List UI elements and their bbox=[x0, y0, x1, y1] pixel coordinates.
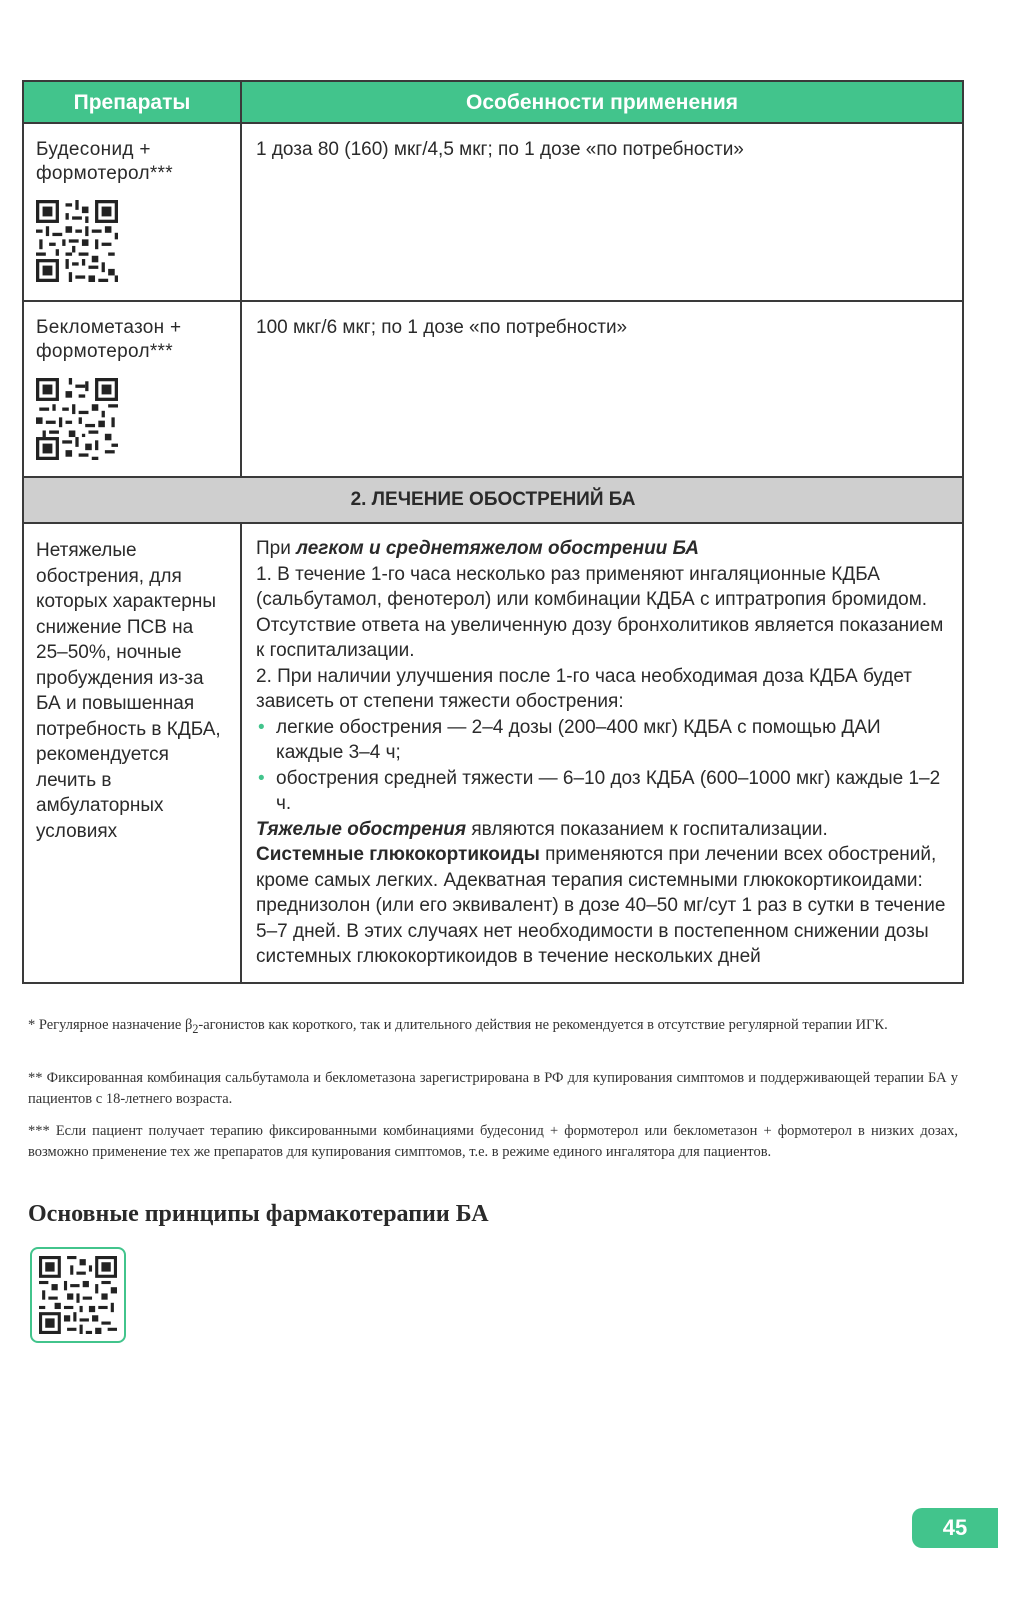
qr-code-frame[interactable] bbox=[30, 1247, 126, 1343]
qr-code-icon[interactable] bbox=[36, 378, 118, 460]
paragraph-1: 1. В течение 1-го часа несколько раз применяют ингаляционные КДБА (сальбутамол, фенотерол) или комбинации КДБА с иптратропия бромидом. Отсутствие ответа на увеличенную дозу бронхолитиков является показанием к госпитализации. bbox=[256, 563, 944, 661]
drug-name: Беклометазон + формотерол*** bbox=[36, 317, 182, 362]
list-item: • легкие обострения — 2–4 дозы (200–400 мкг) КДБА с помощью ДАИ каждые 3–4 ч; bbox=[256, 715, 948, 766]
table-row bbox=[24, 524, 962, 982]
gcs-emphasis: Системные глюкокортикоиды bbox=[256, 844, 540, 865]
drug-table bbox=[22, 80, 964, 984]
severe-emphasis: Тяжелые обострения bbox=[256, 818, 467, 840]
section-heading: Основные принципы фармакотерапии БА bbox=[28, 1201, 489, 1227]
usage-text: 1 доза 80 (160) мкг/4,5 мкг; по 1 дозе «по потребности» bbox=[256, 139, 744, 160]
usage-text: 100 мкг/6 мкг; по 1 дозе «по потребности» bbox=[256, 317, 628, 338]
mild-moderate-emphasis: легком и среднетяжелом обострении БА bbox=[296, 538, 700, 559]
footnote-3: *** Если пациент получает терапию фиксированными комбинациями будесонид + формотерол или беклометазон + формотерол в низких дозах, возможно применение тех же препаратов для купирования симптомов, т.е. в режиме единого ингалятора для пациентов. bbox=[28, 1123, 958, 1160]
qr-code-icon[interactable] bbox=[36, 200, 118, 282]
header-usage: Особенности применения bbox=[466, 91, 738, 114]
table-row bbox=[24, 124, 962, 302]
exacerbation-treatment: При легком и среднетяжелом обострении БА 1. В течение 1-го часа несколько раз применяют ингаляционные КДБА (сальбутамол, фенотерол) или комбинации КДБА с иптратропия бромидом. Отсутствие ответа на увеличенную дозу бронхолитиков является показанием к госпитализации. 2. При наличии улучшения после 1-го часа необходимая доза КДБА будет зависеть от степени тяжести обострения: • легкие обострения — 2–4 дозы (200–400 мкг) КДБА с помощью ДАИ каждые 3–4 ч; • обострения средней тяжести — 6–10 доз КДБА (600–1000 мкг) каждые 1–2 ч. Тяжелые обострения являются показанием к госпитализации. Системные глюкокортикоиды применяются при лечении всех обострений, кроме самых легких. Адекватная терапия системными глюкокортикоидами: преднизолон (или его эквивалент) в дозе 40–50 мг/сут 1 раз в сутки в течение 5–7 дней. В этих случаях нет необходимости в постепенном снижении дозы системных глюкокортикоидов в течение нескольких дней bbox=[242, 524, 962, 982]
header-drugs: Препараты bbox=[24, 82, 242, 122]
table-header bbox=[24, 82, 962, 124]
list-item: • обострения средней тяжести — 6–10 доз КДБА (600–1000 мкг) каждые 1–2 ч. bbox=[256, 766, 948, 817]
paragraph-2: 2. При наличии улучшения после 1-го часа необходимая доза КДБА будет зависеть от степени тяжести обострения: bbox=[256, 665, 913, 712]
table-row bbox=[24, 302, 962, 478]
section-title: 2. ЛЕЧЕНИЕ ОБОСТРЕНИЙ БА bbox=[24, 478, 962, 522]
footnote-2: ** Фиксированная комбинация сальбутамола и беклометазона зарегистрирована в РФ для купирования симптомов и поддерживающей терапии БА у пациентов с 18-летнего возраста. bbox=[28, 1070, 958, 1107]
exacerbation-description: Нетяжелые обострения, для которых характерны снижение ПСВ на 25–50%, ночные пробуждения из-за БА и повышенная потребность в КДБА, рекомендуется лечить в амбулаторных условиях bbox=[24, 524, 242, 982]
drug-name: Будесонид + формотерол*** bbox=[36, 139, 173, 184]
footnote-1: * Регулярное назначение $\beta_2$-агонистов как короткого, так и длительного действия не рекомендуется в отсутствие регулярной терапии ИГК. bbox=[28, 1017, 888, 1036]
qr-code-icon[interactable] bbox=[39, 1256, 117, 1334]
page-number-badge: 45 bbox=[912, 1508, 998, 1548]
section-row bbox=[24, 478, 962, 524]
